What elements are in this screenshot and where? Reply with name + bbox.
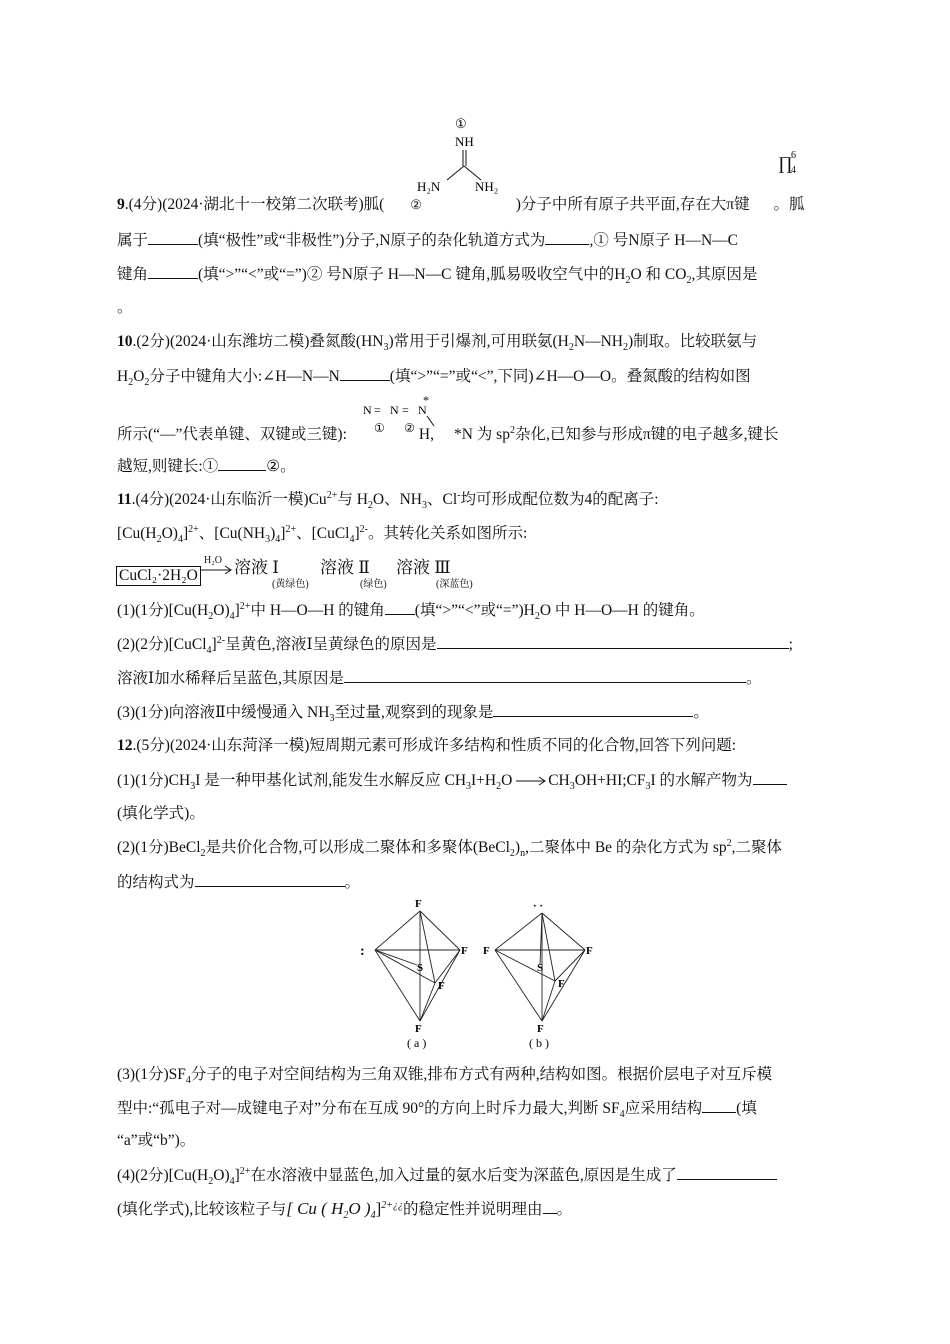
flow-reagent: H₂O	[204, 555, 222, 566]
svg-text:F: F	[438, 980, 445, 992]
answer-blank[interactable]	[543, 1198, 557, 1214]
answer-blank[interactable]	[195, 871, 345, 887]
structure-b	[483, 900, 593, 1050]
q9-line-3: 键角 (填“>”“<”或“=”)② 号N原子 H—N—C 键角,胍易吸收空气中的$H_2O$ 和 $CO_2$,其原因是	[117, 263, 757, 286]
caption-a: ( a )	[407, 1036, 427, 1050]
q12-part-1: (1)(1分)$CH_3I$ 是一种甲基化试剂,能发生水解反应 $CH_3I+H_2O$ $CH_3OH+HI;CF_3I$ 的水解产物为	[117, 769, 787, 792]
circle-label-1: ①	[374, 421, 385, 435]
big-pi-symbol: ∏ 6 4	[778, 150, 796, 176]
flow-arrow	[200, 565, 234, 575]
q12-part-2: (2)(1分)BeCl$_2$是共价化合物,可以形成二聚体和多聚体$(BeCl_2)_n$,二聚体中 Be 的杂化方式为 $sp^2$,二聚体	[117, 837, 782, 860]
answer-blank[interactable]	[385, 599, 415, 615]
svg-text:F: F	[558, 978, 565, 990]
n-atom-3: N	[418, 403, 427, 417]
flow-solution-2-color: (绿色)	[360, 579, 387, 590]
q11-line-2: $[Cu(H_2O)_4]^{2+}$、$[Cu(NH_3)_4]^{2+}$、[CuCl$_4$]$^{2-}$。其转化关系如图所示:	[117, 523, 528, 546]
q11-line-1: 11.(4分)(2024·山东临沂一模)$Cu^{2+}$与 $H_2O$、$NH_3$、Cl-均可形成配位数为4的配离子:	[117, 489, 659, 512]
q9-line-2: 属于 (填“极性”或“非极性”)分子,N原子的杂化轨道方式为 ,① 号N原子 H—N—C	[117, 229, 738, 252]
flow-solution-3: 溶液 Ⅲ	[396, 558, 451, 577]
answer-blank[interactable]	[148, 229, 198, 245]
flow-solution-2: 溶液 Ⅱ	[320, 558, 370, 577]
flow-solution-1-color: (黄绿色)	[272, 579, 309, 590]
conversion-flow	[116, 553, 496, 589]
answer-blank[interactable]	[545, 229, 589, 245]
svg-text:F: F	[415, 1023, 422, 1035]
q11-part-2b: 溶液Ⅰ加水稀释后呈蓝色,其原因是 。	[117, 667, 762, 690]
q12-part-3c: “a”或“b”)。	[117, 1132, 196, 1149]
q9-line-4: 。	[117, 299, 133, 316]
answer-blank[interactable]	[677, 1164, 777, 1180]
caption-b: ( b )	[529, 1036, 549, 1050]
answer-blank[interactable]	[493, 701, 693, 717]
structure-a	[360, 898, 468, 1050]
bond-1: =	[374, 403, 381, 417]
sf4-structures-figure	[355, 893, 605, 1053]
flow-solution-1: 溶液 Ⅰ	[234, 558, 279, 577]
svg-text:· ·: · ·	[533, 900, 544, 912]
q11-part-2: (2)(2分)[CuCl$_4$]$^{2-}$呈黄色,溶液Ⅰ呈黄绿色的原因是 ;	[117, 634, 793, 657]
svg-text:F: F	[483, 945, 490, 957]
bond-2: =	[402, 403, 409, 417]
q9-line-1: 9.(4分)(2024·湖北十一校第二次联考)胍( ② )分子中所有原子共平面,存在大π键 。胍	[117, 196, 805, 213]
nh2-label: NH₂	[475, 179, 499, 194]
q11-part-3: (3)(1分)向溶液Ⅱ中缓慢通入 $NH_3$至过量,观察到的现象是 。	[117, 701, 709, 724]
q12-line-1: 12.(5分)(2024·山东菏泽一模)短周期元素可形成许多结构和性质不同的化合物,回答下列问题:	[117, 737, 737, 754]
circle-label-2: ②	[404, 421, 415, 435]
flow-start: CuCl₂·2H₂O	[116, 566, 201, 586]
svg-text:S: S	[417, 962, 424, 974]
q12-part-4: (4)(2分)$[Cu(H_2O)_4]^{2+}$在水溶液中显蓝色,加入过量的氨水后变为深蓝色,原因是生成了	[117, 1164, 777, 1187]
q10-line-2: $H_2O_2$分子中键角大小:∠H—N—N (填“>”“=”或“<”,下同)∠H—O—O。叠氮酸的结构如图	[117, 365, 751, 388]
svg-text:F: F	[537, 1023, 544, 1035]
svg-text:S: S	[537, 962, 544, 974]
svg-text:F: F	[461, 945, 468, 957]
svg-text:F: F	[586, 945, 593, 957]
n-atom-1: N	[363, 403, 372, 417]
star-mark: *	[423, 393, 429, 407]
q12-part-2b: 的结构式为 。	[117, 871, 360, 894]
q10-line-4: 越短,则键长:① ②。	[117, 455, 296, 478]
answer-blank[interactable]	[702, 1097, 736, 1113]
answer-blank[interactable]	[218, 455, 266, 471]
q11-part-1: (1)(1分)$[Cu(H_2O)_4]^{2+}$中 H—O—H 的键角 (填“>”“<”或“$=”)H_2O$ 中 H—O—H 的键角。	[117, 600, 705, 623]
n-atom-2: N	[390, 403, 399, 417]
q12-part-3: (3)(1分)$SF_4$分子的电子对空间结构为三角双锥,排布方式有两种,结构如图。根据价层电子对互斥模	[117, 1066, 773, 1087]
flow-solution-3-color: (深蓝色)	[436, 579, 473, 590]
nh-label: NH	[455, 134, 474, 149]
svg-text:F: F	[415, 898, 422, 910]
answer-blank[interactable]	[340, 365, 390, 381]
reaction-arrow	[516, 776, 548, 786]
q10-line-1: 10.(2分)(2024·山东潍坊二模)叠氮酸$(HN_3)$常用于引爆剂,可用联氨$(H_2N—NH_2)$制取。比较联氨与	[117, 333, 758, 354]
answer-blank[interactable]	[437, 633, 789, 649]
circle-label-2: ②	[410, 197, 422, 212]
answer-blank[interactable]	[344, 667, 746, 683]
answer-blank[interactable]	[753, 769, 787, 785]
h2n-label: H₂N	[417, 179, 441, 194]
q12-part-4b: (填化学式),比较该粒子与[ Cu ( $H_2O$ )$_4]^{2+¿¿}$的稳定性并说明理由 。	[117, 1199, 573, 1222]
answer-blank[interactable]	[148, 263, 198, 279]
svg-text::: :	[360, 944, 365, 959]
q10-line-3: 所示(“—”代表单键、双键或三键): H, *N 为 $sp^2$杂化,已知参与形成π键的电子越多,键长	[117, 424, 779, 443]
circle-label-1: ①	[455, 116, 467, 131]
q12-part-3b: 型中:“孤电子对—成键电子对”分布在互成 90°的方向上时斥力最大,判断 $SF_4$应采用结构 (填	[117, 1097, 757, 1120]
q12-part-1b: (填化学式)。	[117, 805, 205, 822]
